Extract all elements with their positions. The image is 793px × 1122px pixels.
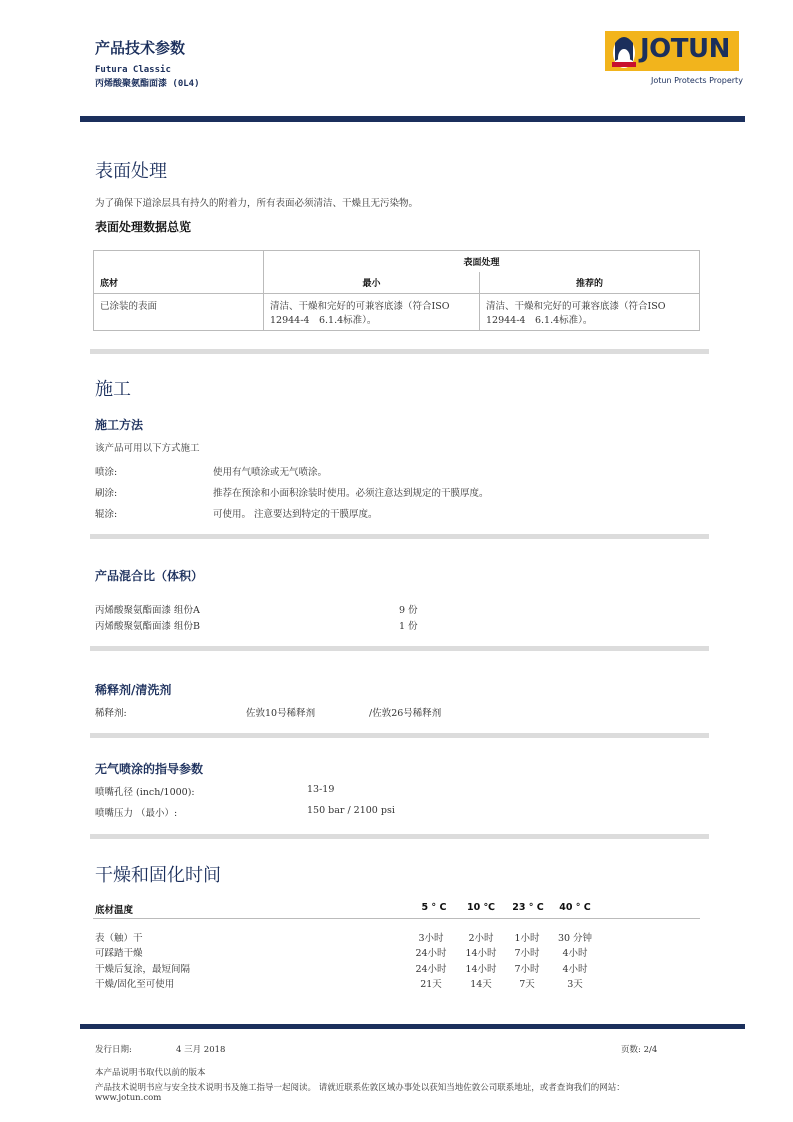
drying-cell: 14天 (470, 979, 492, 990)
drying-row-label: 干燥后复涂，最短间隔 (95, 964, 191, 975)
drying-temp-23: 23 ° C (512, 902, 544, 913)
section-separator (90, 534, 709, 539)
drying-cell: 24小时 (415, 948, 447, 959)
section-separator (90, 349, 709, 354)
method-label-spray: 喷涂: (95, 467, 118, 478)
table-cell-recommended: 清洁、干燥和完好的可兼容底漆（符合ISO 12944-4 6.1.4标准）。 (480, 294, 700, 331)
thinner-heading: 稀释剂/清洗剂 (95, 683, 172, 697)
drying-temp-40: 40 ° C (559, 902, 591, 913)
drying-cell: 4小时 (562, 948, 588, 959)
drying-row-label: 可踩踏干燥 (95, 948, 143, 959)
section-heading-surface: 表面处理 (95, 161, 167, 182)
drying-cell: 7小时 (514, 948, 540, 959)
logo-wordmark: JOTUN (640, 34, 730, 64)
product-name: Futura Classic (95, 65, 171, 75)
method-intro: 该产品可用以下方式施工 (95, 443, 200, 454)
issue-date-label: 发行日期: (95, 1045, 132, 1055)
drying-cell: 3天 (567, 979, 583, 990)
section-separator (90, 834, 709, 839)
drying-cell: 30 分钟 (557, 933, 593, 944)
table-header-recommended: 推荐的 (480, 272, 700, 294)
thinner-value-2: /佐敦26号稀释剂 (369, 708, 442, 719)
drying-col-substrate-temp: 底材温度 (95, 905, 134, 916)
drying-temp-5: 5 ° C (421, 902, 447, 913)
drying-row-label: 干燥/固化至可使用 (95, 979, 175, 990)
drying-temp-10: 10 ℃ (466, 902, 496, 913)
footer-note: 产品技术说明书应与安全技术说明书及施工指导一起阅读。 请就近联系佐敦区域办事处以获知当地佐敦公司联系地址，或者查询我们的网站： (95, 1083, 625, 1093)
method-value-spray: 使用有气喷涂或无气喷涂。 (213, 467, 328, 478)
drying-cell: 7天 (519, 979, 535, 990)
spray-value-tip: 13-19 (307, 784, 335, 795)
drying-row-label: 表（触）干 (95, 933, 143, 944)
method-value-roller: 可使用。 注意要达到特定的干膜厚度。 (213, 509, 378, 520)
drying-cell: 14小时 (465, 948, 497, 959)
method-value-brush: 推荐在预涂和小面积涂装时使用。必须注意达到规定的干膜厚度。 (213, 488, 489, 499)
method-label-brush: 刷涂: (95, 488, 118, 499)
table-cell-minimum: 清洁、干燥和完好的可兼容底漆（符合ISO 12944-4 6.1.4标准）。 (264, 294, 480, 331)
logo-tagline: Jotun Protects Property (651, 76, 743, 85)
mix-value-a: 9 份 (399, 605, 418, 616)
spray-heading: 无气喷涂的指导参数 (95, 762, 204, 776)
thinner-value-1: 佐敦10号稀释剂 (246, 708, 316, 719)
table-group-header: 表面处理 (264, 251, 700, 273)
spray-label-tip: 喷嘴孔径 (inch/1000): (95, 787, 195, 798)
table-cell-substrate: 已涂装的表面 (94, 294, 264, 331)
table-corner-cell (94, 251, 264, 273)
mix-heading: 产品混合比（体积） (95, 569, 204, 583)
drying-cell: 4小时 (562, 964, 588, 975)
table-header-substrate: 底材 (94, 272, 264, 294)
surface-summary-heading: 表面处理数据总览 (95, 220, 192, 234)
issue-date: 4 三月 2018 (176, 1045, 226, 1055)
surface-prep-table (93, 250, 700, 331)
drying-cell: 24小时 (415, 964, 447, 975)
surface-intro: 为了确保下道涂层具有持久的附着力，所有表面必须清洁、干燥且无污染物。 (95, 198, 419, 209)
document-title: 产品技术参数 (95, 39, 186, 57)
section-separator (90, 646, 709, 651)
spray-value-pressure: 150 bar / 2100 psi (307, 805, 395, 816)
method-label-roller: 辊涂: (95, 509, 118, 520)
product-description: 丙烯酸聚氨酯面漆 (0L4) (95, 79, 200, 89)
drying-cell: 1小时 (514, 933, 540, 944)
drying-cell: 7小时 (514, 964, 540, 975)
mix-label-b: 丙烯酸聚氨酯面漆 组份B (95, 621, 201, 632)
drying-cell: 21天 (420, 979, 442, 990)
penguin-icon (609, 31, 639, 71)
drying-header-rule (93, 918, 700, 919)
supersede-note: 本产品说明书取代以前的版本 (95, 1068, 206, 1078)
drying-cell: 3小时 (418, 933, 444, 944)
thinner-label: 稀释剂: (95, 708, 127, 719)
spray-label-pressure: 喷嘴压力 （最小）: (95, 808, 178, 819)
footer-divider (80, 1024, 745, 1029)
mix-label-a: 丙烯酸聚氨酯面漆 组份A (95, 605, 200, 616)
page-number: 页数: 2/4 (621, 1045, 658, 1055)
section-heading-drying: 干燥和固化时间 (95, 865, 221, 886)
website-link[interactable]: www.jotun.com (95, 1093, 162, 1103)
header-divider (80, 116, 745, 122)
method-heading: 施工方法 (95, 418, 144, 432)
section-heading-application: 施工 (95, 379, 131, 400)
table-header-minimum: 最小 (264, 272, 480, 294)
drying-cell: 2小时 (468, 933, 494, 944)
drying-cell: 14小时 (465, 964, 497, 975)
mix-value-b: 1 份 (399, 621, 418, 632)
section-separator (90, 733, 709, 738)
table-row (94, 294, 700, 331)
